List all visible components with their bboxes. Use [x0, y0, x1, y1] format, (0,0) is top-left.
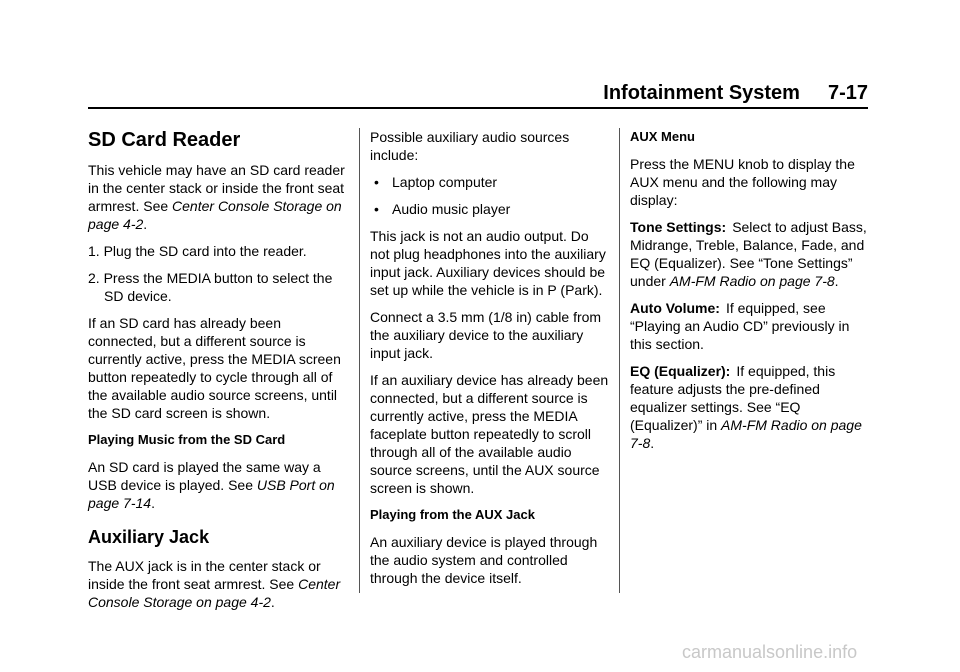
- paragraph: [88, 161, 350, 233]
- column-divider: [359, 128, 360, 593]
- paragraph: This jack is not an audio output. Do not plug headphones into the auxiliary input jack. Auxiliary devices should be set up while the vehicle is in P (Park).: [370, 228, 606, 298]
- text: The AUX jack is in the center stack or inside the front seat armrest. See: [88, 558, 321, 592]
- text: If equipped, this feature adjusts the pre-defined equalizer settings. See “EQ (Equalizer)” in: [630, 363, 836, 433]
- cross-reference-link[interactable]: AM-FM Radio on page 7-8: [669, 273, 835, 289]
- text: This vehicle may have an SD card reader in the center stack or inside the front seat armrest. See: [88, 162, 345, 214]
- step-1: 1. Plug the SD card into the reader.: [88, 243, 307, 259]
- list-item: [370, 173, 610, 191]
- text: .: [834, 273, 839, 289]
- text: An SD card is played the same way a USB device is played. See: [88, 459, 321, 493]
- cross-reference-link[interactable]: Center Console Storage on page 4-2: [88, 576, 341, 610]
- column-divider: [619, 128, 620, 593]
- paragraph: [630, 299, 868, 353]
- cross-reference-link[interactable]: USB Port on page 7-14: [88, 477, 335, 511]
- heading-sd-card-reader: SD Card Reader: [88, 129, 241, 151]
- text: .: [270, 594, 275, 610]
- term-label: Auto Volume:: [630, 300, 720, 316]
- cross-reference-link[interactable]: Center Console Storage on page 4-2: [88, 198, 342, 232]
- page-header: [88, 80, 868, 106]
- column-left: [88, 128, 350, 620]
- paragraph: [630, 362, 868, 452]
- term-label: EQ (Equalizer):: [630, 363, 731, 379]
- subheading: Playing from the AUX Jack: [370, 507, 535, 522]
- paragraph: [630, 218, 868, 290]
- page-number: 7-17: [827, 82, 868, 104]
- column-middle: [370, 128, 610, 596]
- heading-auxiliary-jack: Auxiliary Jack: [88, 527, 210, 547]
- bullet-icon: •: [374, 174, 379, 190]
- header-rule: [88, 107, 868, 109]
- section-title: Infotainment System: [603, 82, 800, 104]
- subheading: Playing Music from the SD Card: [88, 432, 286, 447]
- text: Select to adjust Bass, Midrange, Treble, Balance, Fade, and EQ (Equalizer). See “Tone Settings” under: [630, 219, 867, 289]
- text: .: [650, 435, 655, 451]
- bullet-icon: •: [374, 201, 379, 217]
- paragraph: If an auxiliary device has already been connected, but a different source is currently active, press the MEDIA faceplate button repeatedly to scroll through all of the available audio source screens, until the AUX source screen is shown.: [370, 372, 609, 496]
- paragraph: [88, 458, 350, 512]
- paragraph: Connect a 3.5 mm (1/8 in) cable from the auxiliary device to the auxiliary input jack.: [370, 309, 602, 361]
- term-label: Tone Settings:: [630, 219, 727, 235]
- subheading: AUX Menu: [630, 129, 695, 144]
- cross-reference-link[interactable]: AM-FM Radio on page 7-8: [630, 417, 862, 451]
- list-item: [370, 200, 610, 218]
- paragraph: [88, 557, 350, 611]
- paragraph: Press the MENU knob to display the AUX menu and the following may display:: [630, 156, 855, 208]
- text: Audio music player: [392, 201, 511, 217]
- column-right: [630, 128, 868, 461]
- text: Laptop computer: [392, 174, 498, 190]
- text: .: [143, 216, 148, 232]
- watermark: carmanualsonline.info: [682, 642, 858, 662]
- paragraph: Possible auxiliary audio sources include:: [370, 129, 570, 163]
- paragraph: If an SD card has already been connected, but a different source is currently active, press the MEDIA screen button repeatedly to cycle through all of the available audio source screens, until the SD card screen is shown.: [88, 315, 341, 421]
- text: .: [151, 495, 155, 511]
- text: If equipped, see “Playing an Audio CD” previously in this section.: [630, 300, 850, 352]
- step-2: 2. Press the MEDIA button to select the SD device.: [88, 270, 333, 304]
- paragraph: An auxiliary device is played through the audio system and controlled through the device itself.: [370, 534, 598, 586]
